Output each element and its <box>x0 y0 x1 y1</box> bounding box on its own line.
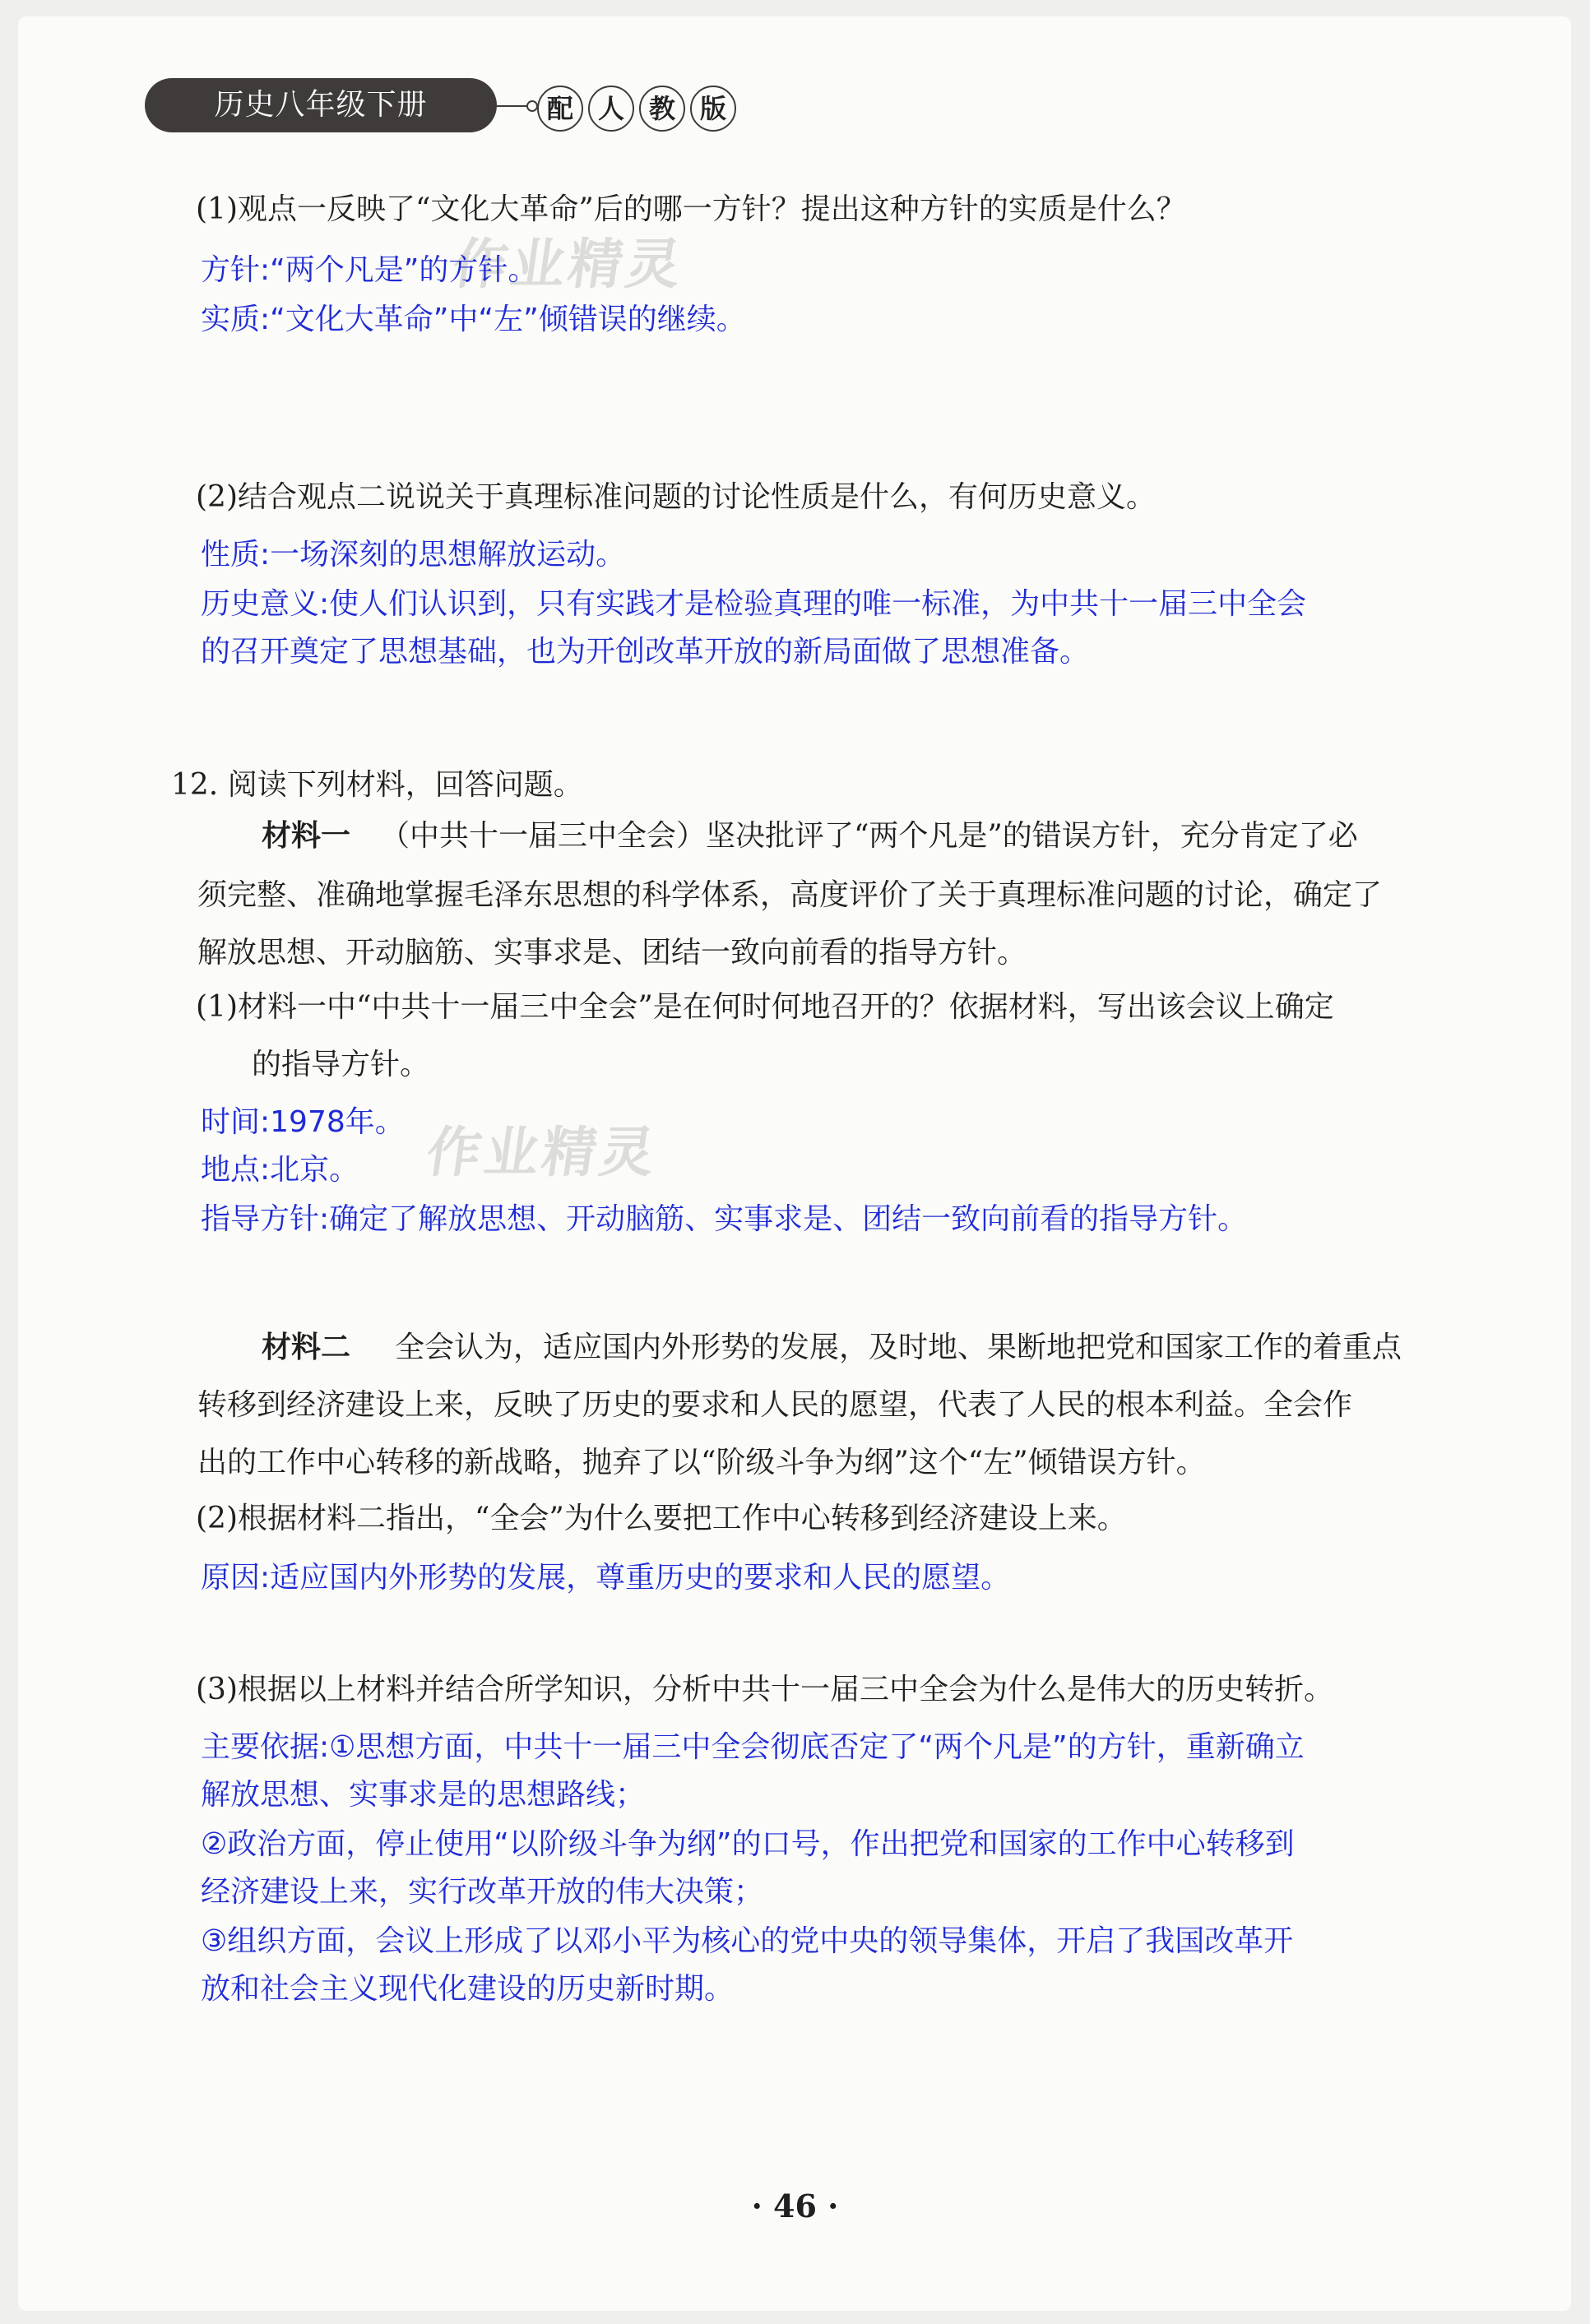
edition-char: 版 <box>690 86 736 132</box>
question-text: 的指导方针。 <box>252 1048 430 1081</box>
answer-text: 方针:“两个凡是”的方针。 <box>201 253 538 287</box>
question-text: (1)观点一反映了“文化大革命”后的哪一方针？提出这种方针的实质是什么？ <box>196 192 1186 226</box>
watermark: 作业精灵 <box>422 1121 662 1184</box>
edition-char: 人 <box>588 86 634 132</box>
material-text: 须完整、准确地掌握毛泽东思想的科学体系，高度评价了关于真理标准问题的讨论，确定了 <box>197 878 1383 912</box>
answer-text: 性质:一场深刻的思想解放运动。 <box>201 538 626 572</box>
material-text: （中共十一届三中全会）坚决批评了“两个凡是”的错误方针，充分肯定了必 <box>380 819 1358 853</box>
question-text: (2)根据材料二指出，“全会”为什么要把工作中心转移到经济建设上来。 <box>196 1502 1127 1535</box>
edition-char: 配 <box>537 86 583 132</box>
question-text: (2)结合观点二说说关于真理标准问题的讨论性质是什么，有何历史意义。 <box>196 480 1156 514</box>
material-text: 出的工作中心转移的新战略，抛弃了以“阶级斗争为纲”这个“左”倾错误方针。 <box>197 1446 1206 1479</box>
header-connector-line <box>497 105 530 107</box>
header-connector-dot <box>526 100 538 112</box>
material-text: 解放思想、开动脑筋、实事求是、团结一致向前看的指导方针。 <box>197 936 1027 970</box>
answer-text: 解放思想、实事求是的思想路线； <box>201 1778 646 1812</box>
material-label: 材料二 <box>262 1330 351 1364</box>
question-text: (3)根据以上材料并结合所学知识，分析中共十一届三中全会为什么是伟大的历史转折。 <box>196 1673 1333 1706</box>
page-number: · 46 · <box>751 2187 839 2224</box>
answer-text: 的召开奠定了思想基础，也为开创改革开放的新局面做了思想准备。 <box>201 635 1090 669</box>
watermark: 作业精灵 <box>448 233 688 296</box>
edition-char: 教 <box>639 86 685 132</box>
question-title: 12. 阅读下列材料，回答问题。 <box>171 768 583 802</box>
answer-text: 放和社会主义现代化建设的历史新时期。 <box>201 1972 735 2006</box>
answer-text: ③组织方面，会议上形成了以邓小平为核心的党中央的领导集体，开启了我国改革开 <box>201 1924 1294 1958</box>
answer-text: 指导方针:确定了解放思想、开动脑筋、实事求是、团结一致向前看的指导方针。 <box>201 1202 1248 1236</box>
material-text: 全会认为，适应国内外形势的发展，及时地、果断地把党和国家工作的着重点 <box>395 1331 1402 1364</box>
answer-text: 实质:“文化大革命”中“左”倾错误的继续。 <box>201 303 746 336</box>
answer-text: 时间:1978年。 <box>201 1105 405 1139</box>
answer-text: ②政治方面，停止使用“以阶级斗争为纲”的口号，作出把党和国家的工作中心转移到 <box>201 1827 1295 1861</box>
book-title-badge: 历史八年级下册 <box>145 78 497 132</box>
answer-text: 主要依据:①思想方面，中共十一届三中全会彻底否定了“两个凡是”的方针，重新确立 <box>201 1730 1305 1764</box>
question-text: (1)材料一中“中共十一届三中全会”是在何时何地召开的？依据材料，写出该会议上确定 <box>196 990 1334 1024</box>
answer-text: 经济建设上来，实行改革开放的伟大决策； <box>201 1875 764 1909</box>
answer-text: 历史意义:使人们认识到，只有实践才是检验真理的唯一标准，为中共十一届三中全会 <box>201 587 1307 621</box>
answer-text: 地点:北京。 <box>201 1153 359 1187</box>
material-label: 材料一 <box>262 818 351 853</box>
material-text: 转移到经济建设上来，反映了历史的要求和人民的愿望，代表了人民的根本利益。全会作 <box>197 1388 1353 1422</box>
answer-text: 原因:适应国内外形势的发展，尊重历史的要求和人民的愿望。 <box>201 1561 1011 1595</box>
